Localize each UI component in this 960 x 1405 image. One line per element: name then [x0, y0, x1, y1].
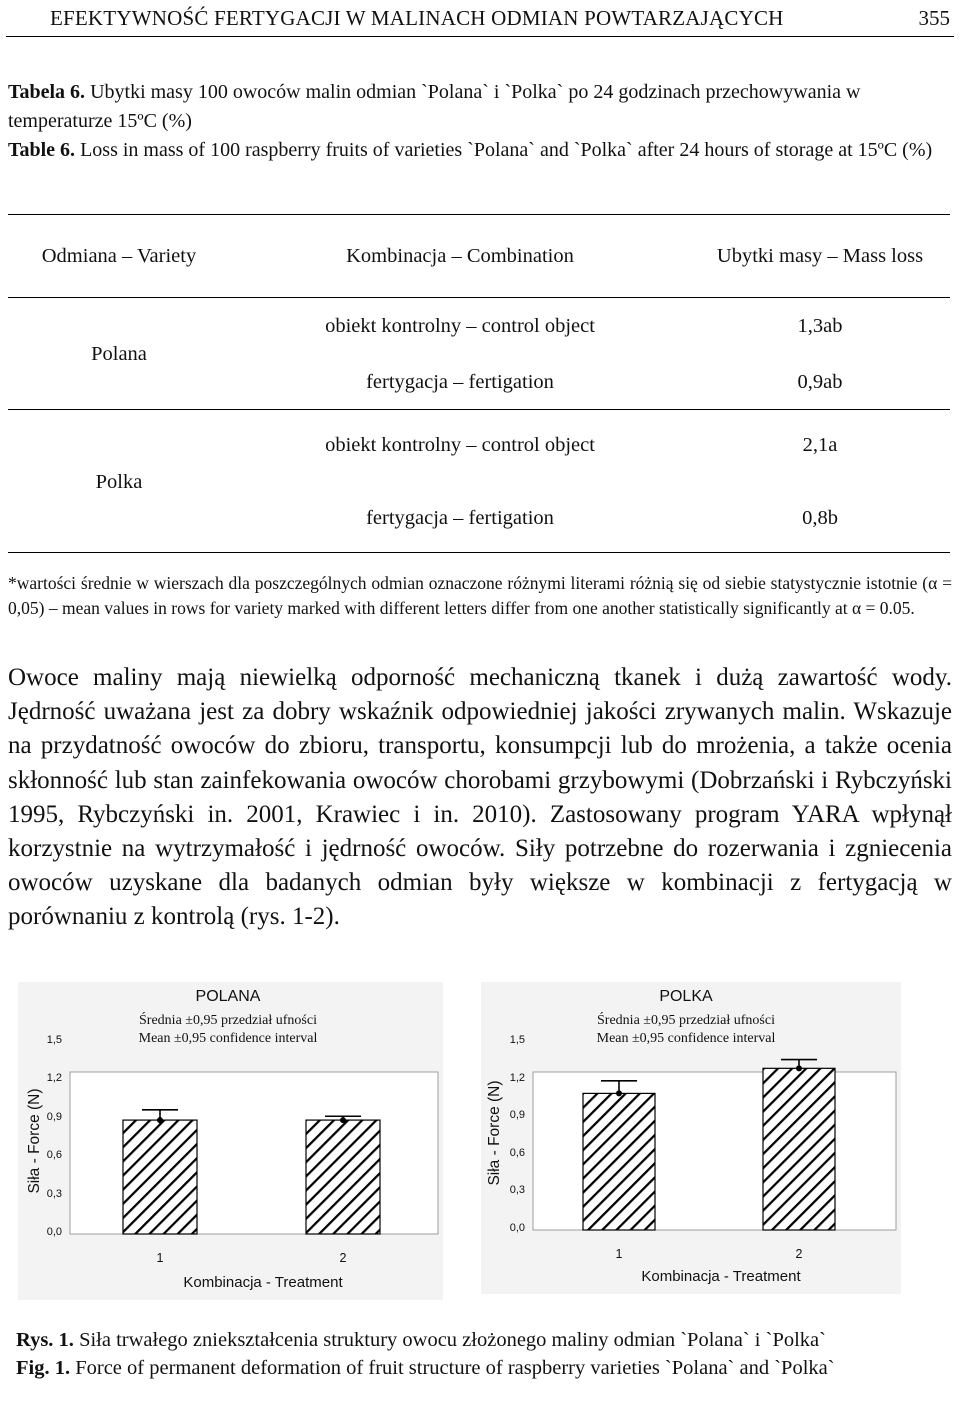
chart-subtitle-en: Mean ±0,95 confidence interval: [138, 1031, 318, 1046]
y-tick-label: 1,5: [509, 1034, 525, 1046]
table-row-combination: obiekt kontrolny – control object: [325, 434, 595, 456]
table-header-mass-loss: Ubytki masy – Mass loss: [716, 245, 924, 267]
y-tick-label: 0,6: [509, 1146, 525, 1159]
chart-title: POLKA: [659, 988, 713, 1005]
figure-caption-en-text: Force of permanent deformation of fruit structure of raspberry varieties `Polana` and `Polka`: [75, 1357, 835, 1379]
body-paragraph: Owoce maliny mają niewielką odporność mechaniczną tkanek i dużą zawartość wody. Jędrność uważana jest za dobry wskaźnik odpowiedniej jakości zrywanych malin. Wskazuje na przydatność owoców do zbioru, transportu, konsumpcji lub do mrożenia, a także ocenia skłonność lub stan zainfekowania owoców chorobami grzybowymi (Dobrzański i Rybczyński 1995, Rybczyński in. 2001, Krawiec i in. 2010). Zastosowany program YARA wpłynął korzystnie na wytrzymałość i jędrność owoców. Siły potrzebne do rozerwania i zgniecenia owoców uzyskane dla badanych odmian były większe w kombinacji z fertygacją w porównaniu z kontrolą (rys. 1-2).: [8, 664, 952, 931]
y-tick-label: 0,0: [509, 1222, 525, 1234]
table-row-combination: fertygacja – fertigation: [366, 507, 554, 529]
bar: [583, 1093, 655, 1230]
chart-polana-svg: [18, 982, 443, 1300]
x-axis-label: Kombinacja - Treatment: [641, 1268, 801, 1285]
table-caption-pl-text: Ubytki masy 100 owoców malin odmian `Polana` i `Polka` po 24 godzinach przechowywania w temperaturze 15ºC (%): [8, 81, 861, 132]
header-rule: [6, 36, 954, 37]
chart-polana: [18, 982, 443, 1300]
table-group-rule: [8, 409, 950, 410]
y-tick-label: 0,9: [509, 1109, 525, 1122]
table-bottom-rule: [8, 552, 950, 553]
y-tick-label: 1,5: [46, 1034, 62, 1046]
figure-caption: [16, 1326, 946, 1382]
mean-point: [340, 1117, 346, 1123]
y-tick-label: 0,9: [46, 1110, 62, 1123]
table-caption: [8, 78, 952, 165]
table-label-en: Table 6.: [8, 139, 76, 161]
x-tick-label: 2: [795, 1247, 803, 1261]
running-title: EFEKTYWNOŚĆ FERTYGACJI W MALINACH ODMIAN POWTARZAJĄCYCH: [50, 6, 784, 30]
table-variety-polana: Polana: [91, 343, 147, 365]
page-number: 355: [918, 6, 950, 30]
x-tick-label: 1: [156, 1251, 164, 1265]
chart-title: POLANA: [195, 988, 261, 1005]
table-caption-en: [8, 136, 952, 165]
x-tick-label: 1: [615, 1247, 623, 1261]
y-tick-label: 0,3: [46, 1187, 62, 1200]
chart-subtitle-pl: Średnia ±0,95 przedział ufności: [597, 1013, 775, 1028]
table-header-combination: Kombinacja – Combination: [346, 245, 574, 267]
table-header-rule: [8, 297, 950, 298]
table-row-combination: obiekt kontrolny – control object: [325, 315, 595, 337]
table-caption-en-text: Loss in mass of 100 raspberry fruits of varieties `Polana` and `Polka` after 24 hours of storage at 15ºC (%): [80, 139, 933, 161]
figure-label-pl: Rys. 1.: [16, 1329, 74, 1351]
chart-subtitle-pl: Średnia ±0,95 przedział ufności: [139, 1013, 317, 1028]
x-axis-label: Kombinacja - Treatment: [183, 1274, 343, 1291]
x-tick-label: 2: [339, 1251, 347, 1265]
table-footnote: *wartości średnie w wierszach dla poszczególnych odmian oznaczone różnymi literami różnią się od siebie statystycznie istotnie (α = 0,05) – mean values in rows for variety marked with different letters differ from one another statistically significantly at α = 0.05.: [8, 573, 952, 618]
table-row-value: 0,8b: [802, 507, 838, 529]
y-tick-label: 1,2: [46, 1072, 62, 1085]
y-tick-label: 0,3: [509, 1184, 525, 1197]
table-caption-pl: [8, 78, 952, 136]
chart-polka: [481, 982, 901, 1294]
chart-subtitle-en: Mean ±0,95 confidence interval: [596, 1031, 776, 1046]
table-row-combination: fertygacja – fertigation: [366, 371, 554, 393]
y-axis-label: Siła - Force (N): [486, 1080, 503, 1186]
table-variety-polka: Polka: [95, 471, 143, 493]
y-axis-label: Siła - Force (N): [26, 1088, 43, 1194]
mean-point: [796, 1065, 802, 1071]
mean-point: [616, 1090, 622, 1096]
figure-caption-en: [16, 1354, 946, 1382]
table-row-value: 0,9ab: [797, 371, 843, 393]
table-top-rule: [8, 214, 950, 215]
table-label-pl: Tabela 6.: [8, 81, 86, 103]
table-row-value: 1,3ab: [797, 315, 843, 337]
bar: [306, 1120, 380, 1234]
y-tick-label: 0,0: [46, 1226, 62, 1238]
running-header: [0, 0, 960, 38]
table-header-variety: Odmiana – Variety: [41, 245, 197, 267]
figure-caption-pl-text: Siła trwałego zniekształcenia struktury owocu złożonego maliny odmian `Polana` i `Polka`: [79, 1329, 826, 1351]
figure-caption-pl: [16, 1326, 946, 1354]
table-row-value: 2,1a: [802, 434, 838, 456]
bar: [763, 1068, 835, 1230]
figure-label-en: Fig. 1.: [16, 1357, 71, 1379]
bar: [123, 1120, 197, 1234]
y-tick-label: 0,6: [46, 1149, 62, 1162]
mean-point: [157, 1117, 163, 1123]
y-tick-label: 1,2: [509, 1071, 525, 1084]
